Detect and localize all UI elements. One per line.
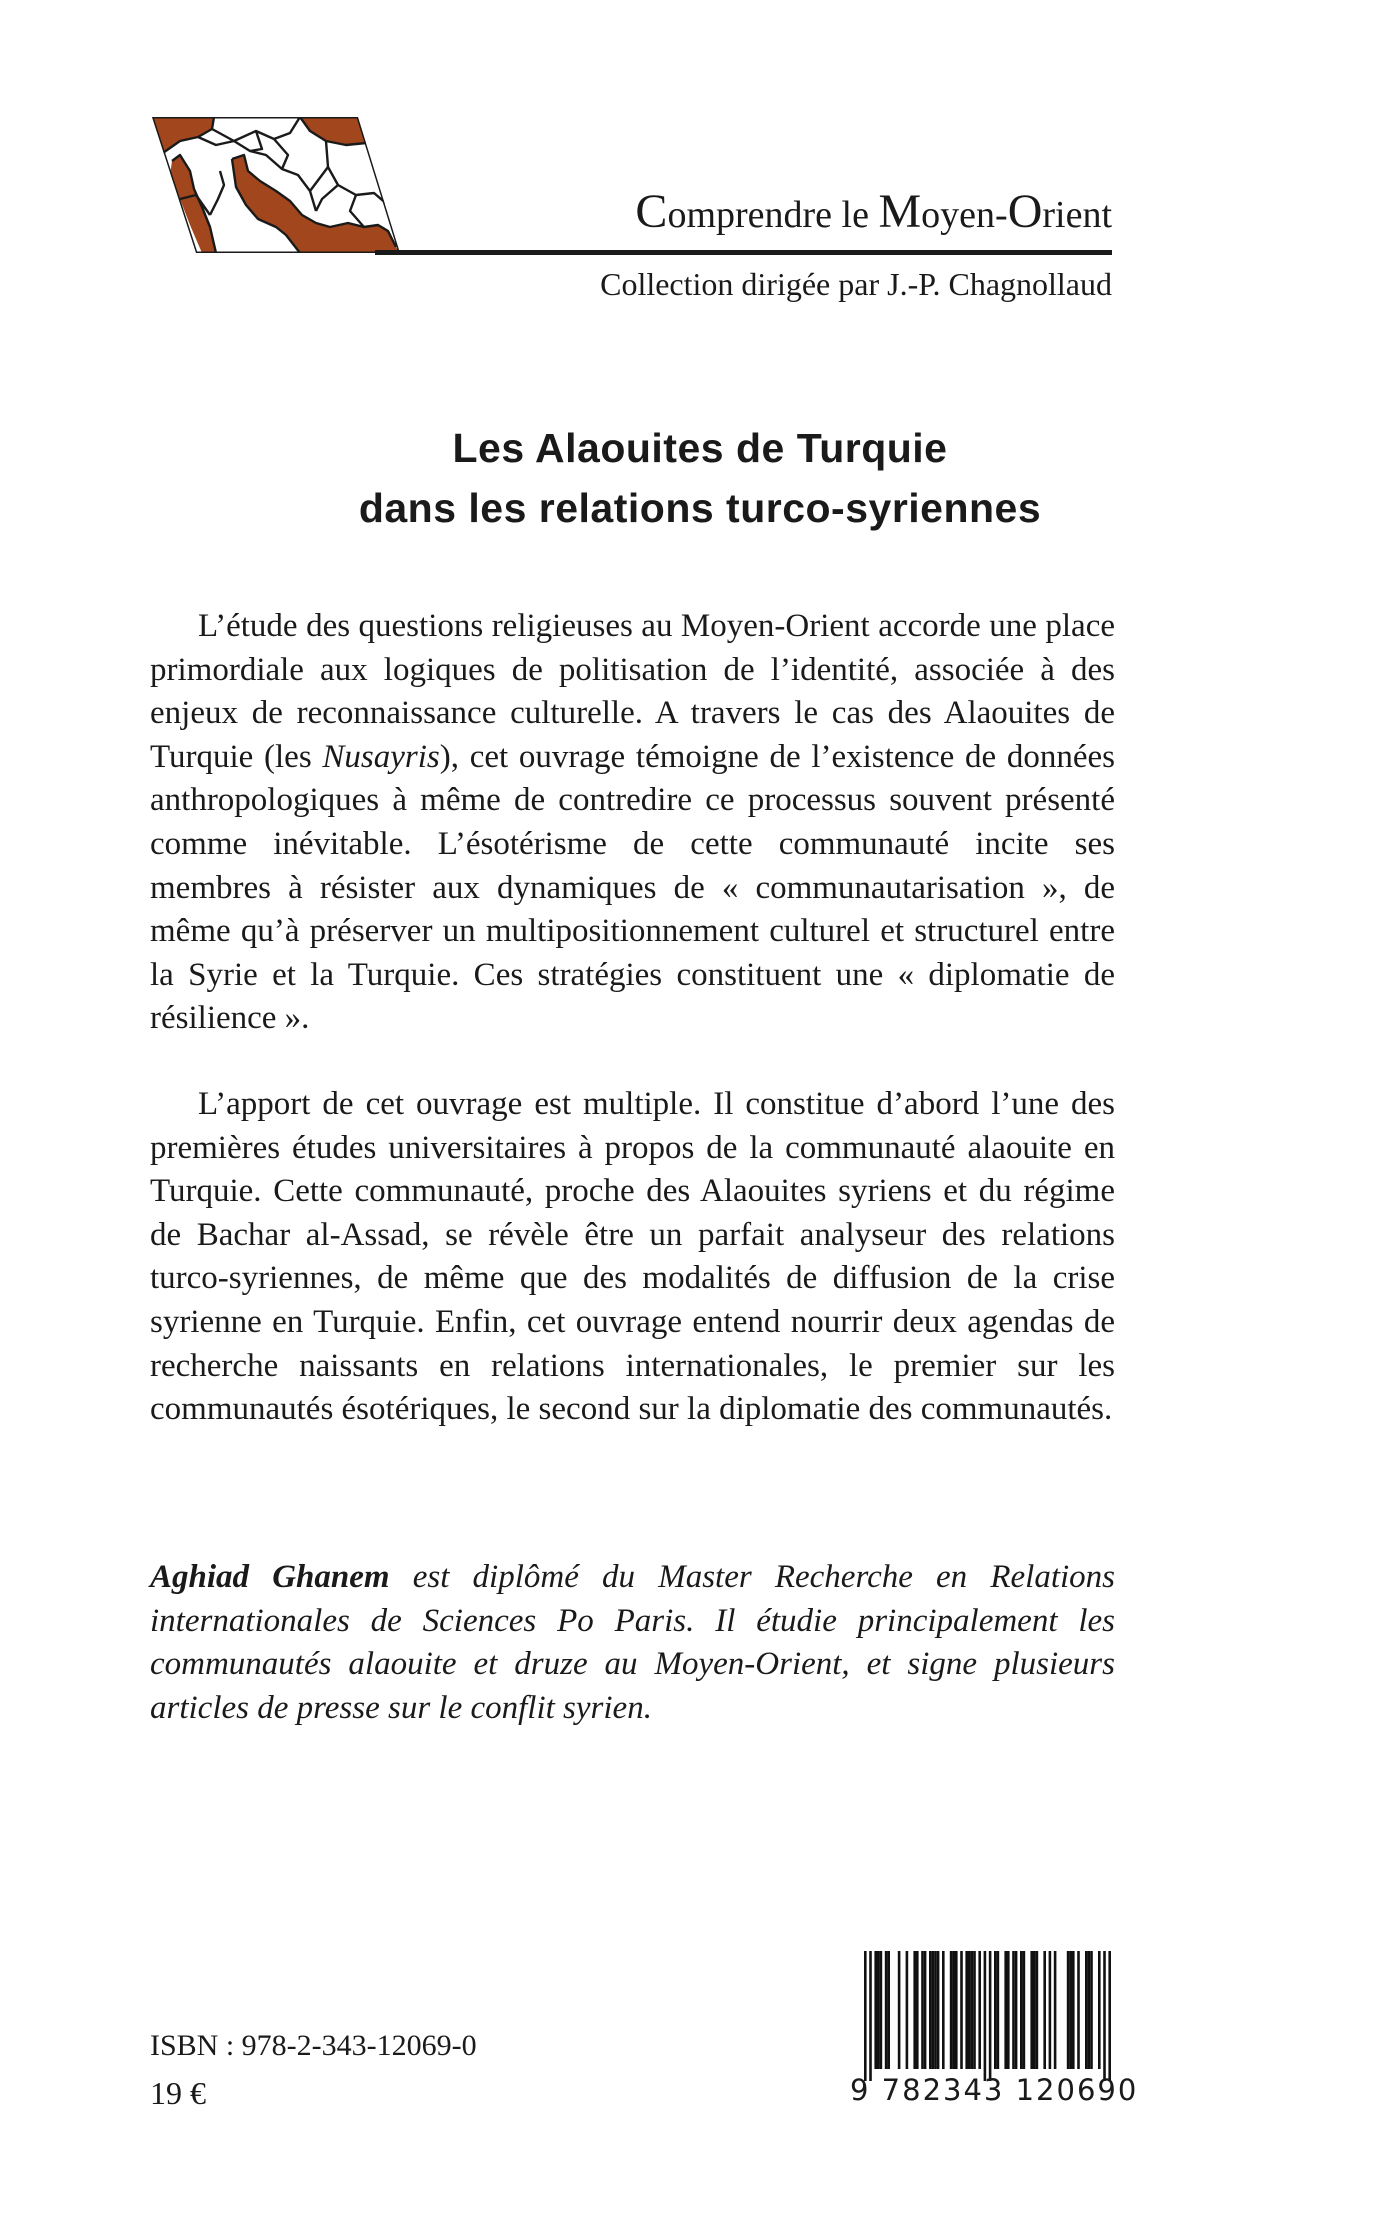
barcode-bar: [955, 1951, 958, 2069]
author-bio-text: est diplômé du Master Recherche en Relations internationales de Sciences Po Paris. Il étudie principalement les communautés alaouite et druze au Moyen-Orient, et signe plusieurs articles de presse sur le conflit syrien.: [150, 1559, 1115, 1726]
barcode-bar: [1098, 1951, 1101, 2069]
barcode-bar: [1108, 1951, 1111, 2081]
barcode-bar: [916, 1951, 919, 2069]
barcode-bar: [937, 1951, 940, 2069]
collection-name-part: omprendre le: [667, 194, 879, 236]
barcode-bar: [1020, 1951, 1023, 2069]
collection-name-part: M: [878, 185, 922, 238]
price: 19 €: [150, 2075, 206, 2111]
collection-name: [560, 185, 1112, 238]
barcode-bar: [924, 1951, 927, 2069]
barcode-bar: [869, 1951, 872, 2081]
barcode-bar: [1054, 1951, 1057, 2069]
barcode-bar: [973, 1951, 976, 2069]
summary-paragraph-1: [150, 605, 1115, 1041]
barcode-bar: [864, 1951, 867, 2081]
barcode-bar: [968, 1951, 971, 2069]
barcode: [850, 1947, 1139, 2117]
summary-text: ), cet ouvrage témoigne de l’existence de données anthropologiques à même de contredire ce processus souvent présenté comme inévitable. L’ésotérisme de cette communauté incite ses membres à résister aux dynamiques de « communautarisation », de même qu’à préserver un multipositionnement culturel et structurel entre la Syrie et la Turquie. Ces stratégies constituent une « diplomatie de résilience ».: [150, 738, 1115, 1037]
collection-name-part: C: [635, 185, 668, 238]
collection-logo: [150, 115, 402, 255]
summary-paragraph-2: L’apport de cet ouvrage est multiple. Il constitue d’abord l’une des premières études universitaires à propos de la communauté alaouite en Turquie. Cette communauté, proche des Alaouites syriens et du régime de Bachar al-Assad, se révèle être un parfait analyseur des relations turco-syriennes, de même que des modalités de diffusion de la crise syrienne en Turquie. Enfin, cet ouvrage entend nourrir deux agendas de recherche naissants en relations internationales, le premier sur les communautés ésotériques, le second sur la diplomatie des communautés.: [150, 1086, 1115, 1428]
barcode-bar: [1103, 1951, 1106, 2081]
barcode-digits: 9 782343 120690: [850, 2073, 1139, 2107]
header-rule: [375, 250, 1112, 255]
author-bio: [150, 1556, 1115, 1730]
barcode-bar: [971, 1951, 974, 2069]
barcode-bar: [984, 1951, 987, 2081]
barcode-bar: [874, 1951, 877, 2069]
barcode-bar: [934, 1951, 937, 2069]
summary-italic-term: Nusayris: [322, 738, 440, 775]
isbn: ISBN : 978-2-343-12069-0: [150, 2029, 477, 2062]
collection-name-part: oyen-: [921, 194, 1008, 236]
barcode-bar: [1077, 1951, 1080, 2069]
barcode-bar: [1036, 1951, 1039, 2069]
collection-director: Collection dirigée par J.-P. Chagnollaud: [600, 266, 1112, 302]
barcode-bar: [960, 1951, 963, 2069]
barcode-bar: [1088, 1951, 1091, 2069]
barcode-bar: [885, 1951, 888, 2069]
barcode-bar: [965, 1951, 968, 2069]
barcode-bar: [906, 1951, 909, 2069]
barcode-bar: [929, 1951, 932, 2069]
barcode-bar: [1043, 1951, 1046, 2069]
book-title-line-2: dans les relations turco-syriennes: [358, 485, 1042, 531]
collection-name-part: O: [1007, 185, 1043, 238]
barcode-bar: [1067, 1951, 1070, 2069]
barcode-bar: [932, 1951, 935, 2069]
barcode-bar: [1012, 1951, 1015, 2069]
barcode-bar: [1004, 1951, 1007, 2069]
barcode-bar: [952, 1951, 955, 2069]
barcode-bar: [994, 1951, 997, 2069]
barcode-bar: [1072, 1951, 1075, 2069]
barcode-bar: [877, 1951, 880, 2069]
barcode-bar: [997, 1951, 1000, 2069]
barcode-bar: [1033, 1951, 1036, 2069]
barcode-bar: [921, 1951, 924, 2069]
barcode-bar: [1049, 1951, 1052, 2069]
book-title: [150, 418, 1250, 538]
barcode-bar: [950, 1951, 953, 2069]
book-title-line-1: Les Alaouites de Turquie: [452, 425, 948, 471]
barcode-bar: [913, 1951, 916, 2069]
barcode-bar: [1069, 1951, 1072, 2069]
summary-text: L’étude des questions religieuses au Moyen-Orient accorde une place primordiale aux logiques de politisation de l’identité, associée à des enjeux de reconnaissance culturelle. A travers le cas des Alaouites de Turquie (les: [150, 608, 1115, 775]
barcode-bar: [1007, 1951, 1010, 2069]
barcode-bar: [989, 1951, 992, 2081]
middle-east-map-icon: [150, 115, 402, 255]
barcode-bar: [887, 1951, 890, 2069]
barcode-bar: [1015, 1951, 1018, 2069]
barcode-bar: [1030, 1951, 1033, 2069]
barcode-bar: [898, 1951, 901, 2069]
barcode-bar: [942, 1951, 945, 2069]
barcode-bar: [1023, 1951, 1026, 2069]
barcode-bar: [1085, 1951, 1088, 2069]
collection-name-part: rient: [1042, 194, 1112, 236]
author-name: Aghiad Ghanem: [150, 1559, 390, 1595]
barcode-bar: [1090, 1951, 1093, 2069]
barcode-bar: [880, 1951, 883, 2069]
barcode-bar: [978, 1951, 981, 2069]
